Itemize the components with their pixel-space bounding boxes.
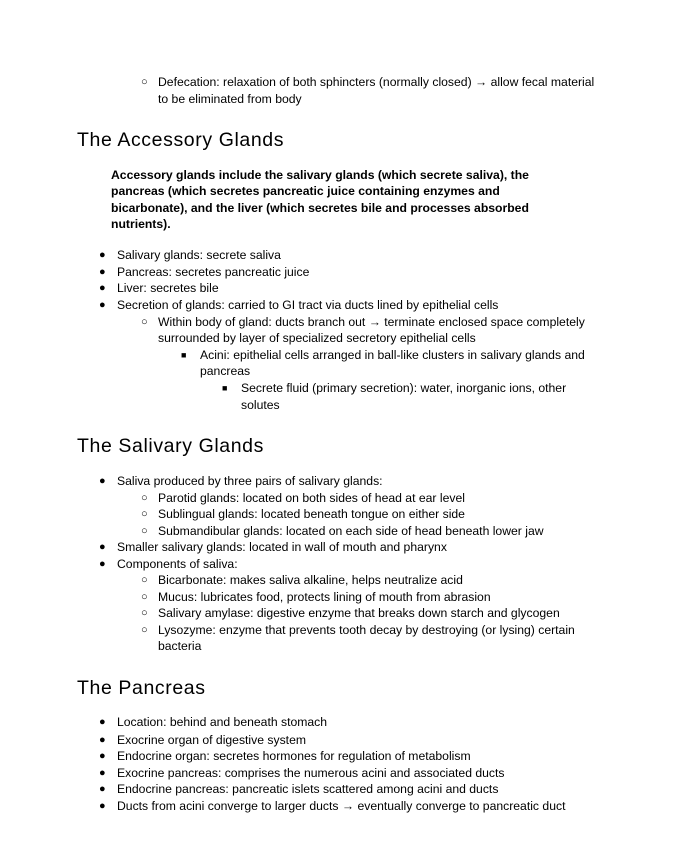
list-item: Ducts from acini converge to larger ducts → eventually converge to pancreatic duct bbox=[117, 799, 566, 813]
list-item: Location: behind and beneath stomach bbox=[117, 715, 328, 729]
list-item-continuation: to be eliminated from body bbox=[158, 92, 302, 106]
list-item-continuation: pancreas bbox=[200, 364, 251, 378]
disc-bullet-icon: ● bbox=[99, 800, 106, 812]
square-bullet-icon: ■ bbox=[181, 350, 187, 360]
list-item: Components of saliva: bbox=[117, 557, 238, 571]
disc-bullet-icon: ● bbox=[99, 541, 106, 553]
summary-line: bicarbonate), and the liver (which secretes bile and processes absorbed bbox=[111, 201, 529, 215]
disc-bullet-icon: ● bbox=[99, 475, 106, 487]
summary-line: nutrients). bbox=[111, 217, 171, 231]
disc-bullet-icon: ● bbox=[99, 249, 106, 261]
circle-bullet-icon: ○ bbox=[141, 574, 148, 586]
summary-line: Accessory glands include the salivary glands (which secrete saliva), the bbox=[111, 168, 529, 182]
disc-bullet-icon: ● bbox=[99, 734, 106, 746]
section-heading-pancreas: The Pancreas bbox=[77, 677, 206, 699]
list-item: Bicarbonate: makes saliva alkaline, helps neutralize acid bbox=[158, 573, 463, 587]
list-item-continuation: surrounded by layer of specialized secretory epithelial cells bbox=[158, 331, 476, 345]
list-item: Saliva produced by three pairs of salivary glands: bbox=[117, 474, 383, 488]
circle-bullet-icon: ○ bbox=[141, 591, 148, 603]
disc-bullet-icon: ● bbox=[99, 716, 106, 728]
circle-bullet-icon: ○ bbox=[141, 76, 148, 88]
list-item: Within body of gland: ducts branch out → terminate enclosed space completely bbox=[158, 315, 585, 329]
circle-bullet-icon: ○ bbox=[141, 525, 148, 537]
list-item: Exocrine pancreas: comprises the numerous acini and associated ducts bbox=[117, 766, 505, 780]
disc-bullet-icon: ● bbox=[99, 282, 106, 294]
list-item: Liver: secretes bile bbox=[117, 281, 219, 295]
list-item: Secrete fluid (primary secretion): water, inorganic ions, other bbox=[241, 381, 567, 395]
section-heading-accessory-glands: The Accessory Glands bbox=[77, 129, 285, 151]
list-item: Defecation: relaxation of both sphincters (normally closed) → allow fecal material bbox=[158, 75, 595, 89]
list-item: Pancreas: secretes pancreatic juice bbox=[117, 265, 310, 279]
list-item: Exocrine organ of digestive system bbox=[117, 733, 306, 747]
circle-bullet-icon: ○ bbox=[141, 316, 148, 328]
list-item: Submandibular glands: located on each side of head beneath lower jaw bbox=[158, 524, 544, 538]
list-item: Sublingual glands: located beneath tongue on either side bbox=[158, 507, 465, 521]
section-heading-salivary-glands: The Salivary Glands bbox=[77, 435, 264, 457]
list-item: Endocrine pancreas: pancreatic islets scattered among acini and ducts bbox=[117, 782, 499, 796]
disc-bullet-icon: ● bbox=[99, 558, 106, 570]
circle-bullet-icon: ○ bbox=[141, 624, 148, 636]
list-item: Lysozyme: enzyme that prevents tooth decay by destroying (or lysing) certain bbox=[158, 623, 575, 637]
square-bullet-icon: ■ bbox=[222, 383, 228, 393]
circle-bullet-icon: ○ bbox=[141, 607, 148, 619]
list-item: Acini: epithelial cells arranged in ball-like clusters in salivary glands and bbox=[200, 348, 585, 362]
list-item: Mucus: lubricates food, protects lining of mouth from abrasion bbox=[158, 590, 491, 604]
disc-bullet-icon: ● bbox=[99, 266, 106, 278]
circle-bullet-icon: ○ bbox=[141, 508, 148, 520]
disc-bullet-icon: ● bbox=[99, 750, 106, 762]
list-item: Smaller salivary glands: located in wall of mouth and pharynx bbox=[117, 540, 447, 554]
disc-bullet-icon: ● bbox=[99, 783, 106, 795]
circle-bullet-icon: ○ bbox=[141, 492, 148, 504]
list-item-continuation: bacteria bbox=[158, 639, 202, 653]
summary-line: pancreas (which secretes pancreatic juice containing enzymes and bbox=[111, 184, 500, 198]
list-item: Salivary amylase: digestive enzyme that breaks down starch and glycogen bbox=[158, 606, 560, 620]
list-item: Salivary glands: secrete saliva bbox=[117, 248, 281, 262]
disc-bullet-icon: ● bbox=[99, 299, 106, 311]
list-item: Parotid glands: located on both sides of head at ear level bbox=[158, 491, 465, 505]
list-item: Secretion of glands: carried to GI tract via ducts lined by epithelial cells bbox=[117, 298, 499, 312]
list-item: Endocrine organ: secretes hormones for regulation of metabolism bbox=[117, 749, 471, 763]
disc-bullet-icon: ● bbox=[99, 767, 106, 779]
list-item-continuation: solutes bbox=[241, 398, 280, 412]
